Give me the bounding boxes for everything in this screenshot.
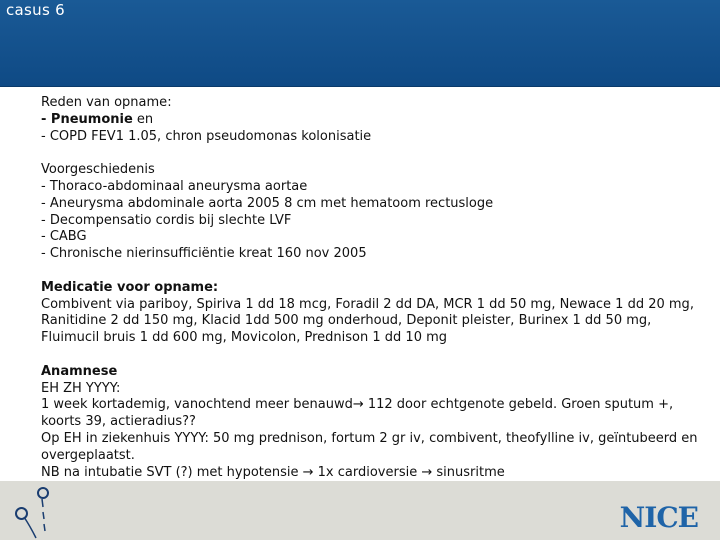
reden-heading: Reden van opname <box>41 95 168 110</box>
slide-title: casus 6 <box>6 1 65 19</box>
nice-logo: NICE <box>619 501 698 534</box>
reden-line-2: - COPD FEV1 1.05, chron pseudomonas kolonisatie <box>41 128 372 144</box>
section-voorgeschiedenis <box>41 162 711 263</box>
voorgeschiedenis-heading: Voorgeschiedenis <box>41 162 155 178</box>
reden-line-1 <box>41 112 711 129</box>
section-reden-van-opname <box>41 95 711 145</box>
decorative-curve-icon <box>0 481 80 540</box>
voorgeschiedenis-item: - Thoraco-abdominaal aneurysma aortae <box>41 178 308 194</box>
anamnese-line-4: NB na intubatie SVT (?) met hypotensie → 1x cardioversie → sinusritme <box>41 464 505 480</box>
voorgeschiedenis-item: - Chronische nierinsufficiëntie kreat 160 nov 2005 <box>41 246 367 262</box>
medicatie-heading: Medicatie voor opname: <box>41 279 219 295</box>
reden-pneumonie: - Pneumonie <box>41 111 133 127</box>
slide-footer <box>0 481 720 540</box>
slide-header <box>0 0 720 87</box>
medicatie-text: Combivent via pariboy, Spiriva 1 dd 18 mcg, Foradil 2 dd DA, MCR 1 dd 50 mg, Newace 1 dd 20 mg, Ranitidine 2 dd 150 mg, Klacid 1dd 500 mg onderhoud, Deponit pleister, Burinex 1 dd 50 mg, Fluimucil bruis 1 dd 600 mg, Movicolon, Prednison 1 dd 10 mg <box>41 296 694 346</box>
section-anamnese <box>41 364 711 482</box>
voorgeschiedenis-item: - CABG <box>41 229 87 245</box>
anamnese-line-2: 1 week kortademig, vanochtend meer benauwd→ 112 door echtgenote gebeld. Groen sputum +, koorts 39, actieradius?? <box>41 397 674 430</box>
reden-line-1-rest: en <box>132 111 154 127</box>
voorgeschiedenis-item: - Aneurysma abdominale aorta 2005 8 cm met hematoom rectusloge <box>41 195 494 211</box>
reden-heading-colon: : <box>167 95 172 110</box>
anamnese-line-3: Op EH in ziekenhuis YYYY: 50 mg prednison, fortum 2 gr iv, combivent, theofylline iv, geïntubeerd en overgeplaatst. <box>41 430 698 463</box>
section-medicatie <box>41 280 711 347</box>
anamnese-heading: Anamnese <box>41 363 118 379</box>
slide-content <box>41 95 711 498</box>
reden-heading-line <box>41 95 711 112</box>
anamnese-line-1: EH ZH YYYY: <box>41 380 121 396</box>
voorgeschiedenis-item: - Decompensatio cordis bij slechte LVF <box>41 212 292 228</box>
